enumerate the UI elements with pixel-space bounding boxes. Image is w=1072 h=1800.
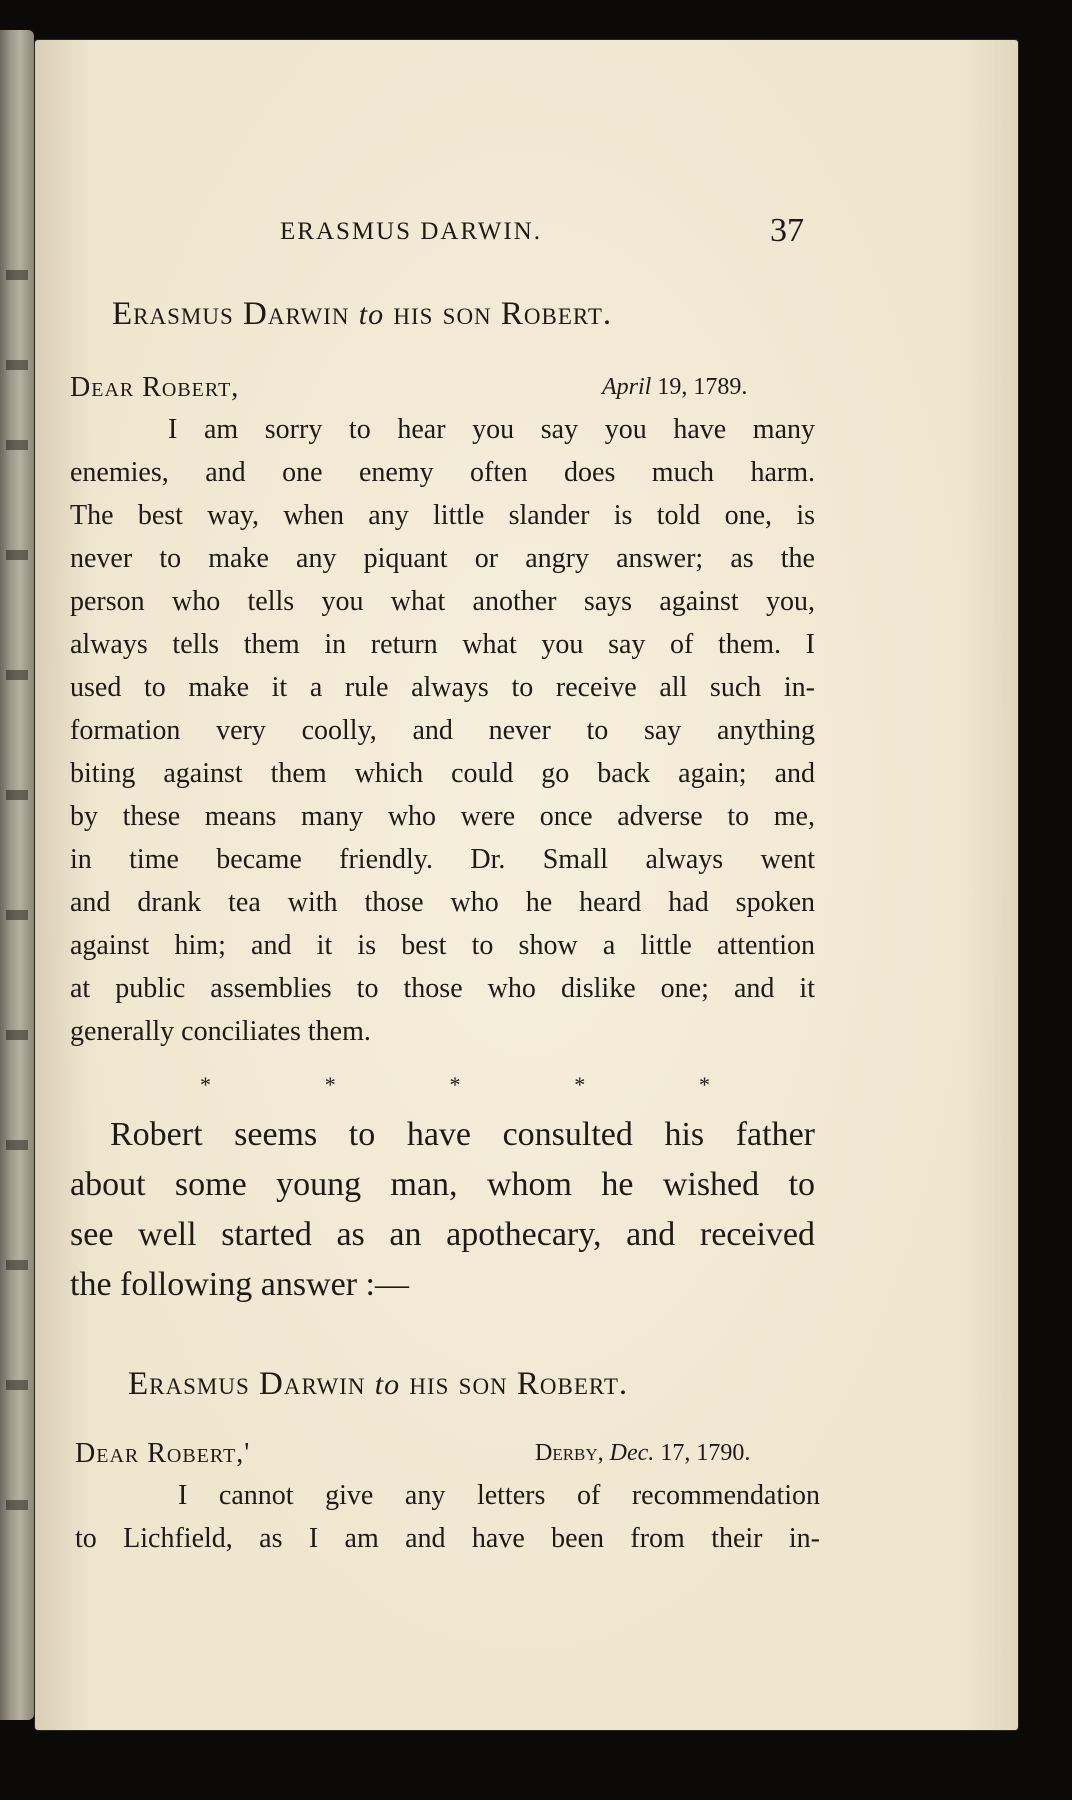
letter-1-line: against him; and it is best to show a little attention <box>70 930 815 961</box>
date-2-month: Dec. <box>609 1440 655 1466</box>
letter-1-line: formation very coolly, and never to say anything <box>70 715 815 746</box>
date-1-rest: 19, 1789. <box>657 374 748 400</box>
letter-1-line: in time became friendly. Dr. Small always went <box>70 844 815 875</box>
letter-1-line: generally conciliates them. <box>70 1016 371 1047</box>
letter-1-date <box>602 374 747 401</box>
heading-2-rest: his son Robert. <box>409 1366 629 1402</box>
heading-1-rest: his son Robert. <box>393 296 613 332</box>
date-2-rest: 17, 1790. <box>660 1440 751 1466</box>
asterisk: * <box>574 1072 586 1097</box>
letter-1-line: by these means many who were once adverse to me, <box>70 801 815 832</box>
heading-2-name: Erasmus Darwin <box>128 1366 366 1402</box>
narrative-line: Robert seems to have consulted his father <box>110 1116 815 1153</box>
asterisk: * <box>449 1072 461 1097</box>
date-1-month: April <box>602 374 652 400</box>
letter-1-line: I am sorry to hear you say you have many <box>168 414 815 445</box>
asterisk: * <box>200 1072 211 1097</box>
letter-2-heading <box>128 1366 628 1403</box>
asterisk-separator <box>200 1072 710 1098</box>
letter-2-line: I cannot give any letters of recommendation <box>178 1480 820 1511</box>
letter-1-heading <box>112 296 612 333</box>
letter-1-line: at public assemblies to those who dislike one; and it <box>70 973 815 1004</box>
letter-2-salutation: Dear Robert,' <box>75 1438 251 1469</box>
narrative-line: about some young man, whom he wished to <box>70 1166 815 1203</box>
heading-1-to: to <box>358 298 385 331</box>
letter-1-line: The best way, when any little slander is told one, is <box>70 500 815 531</box>
heading-1-name: Erasmus Darwin <box>112 296 350 332</box>
letter-1-line: and drank tea with those who he heard had spoken <box>70 887 815 918</box>
asterisk: * <box>324 1072 336 1097</box>
letter-1-line: always tells them in return what you say of them. I <box>70 629 815 660</box>
letter-1-line: enemies, and one enemy often does much harm. <box>70 457 815 488</box>
asterisk: * <box>699 1072 710 1097</box>
previous-page-edge <box>0 30 34 1720</box>
book-page <box>35 40 1018 1730</box>
running-head: ERASMUS DARWIN. <box>280 218 542 245</box>
letter-1-line: used to make it a rule always to receive all such in- <box>70 672 815 703</box>
letter-1-salutation: Dear Robert, <box>70 372 240 403</box>
date-2-place: Derby, <box>535 1440 604 1466</box>
letter-1-line: person who tells you what another says against you, <box>70 586 815 617</box>
narrative-line: see well started as an apothecary, and received <box>70 1216 815 1253</box>
heading-2-to: to <box>374 1368 401 1401</box>
letter-2-date <box>535 1440 750 1467</box>
letter-1-line: biting against them which could go back again; and <box>70 758 815 789</box>
narrative-line: the following answer :— <box>70 1266 409 1303</box>
letter-1-line: never to make any piquant or angry answer; as the <box>70 543 815 574</box>
letter-2-line: to Lichfield, as I am and have been from their in- <box>75 1523 820 1554</box>
page-number: 37 <box>770 212 804 249</box>
